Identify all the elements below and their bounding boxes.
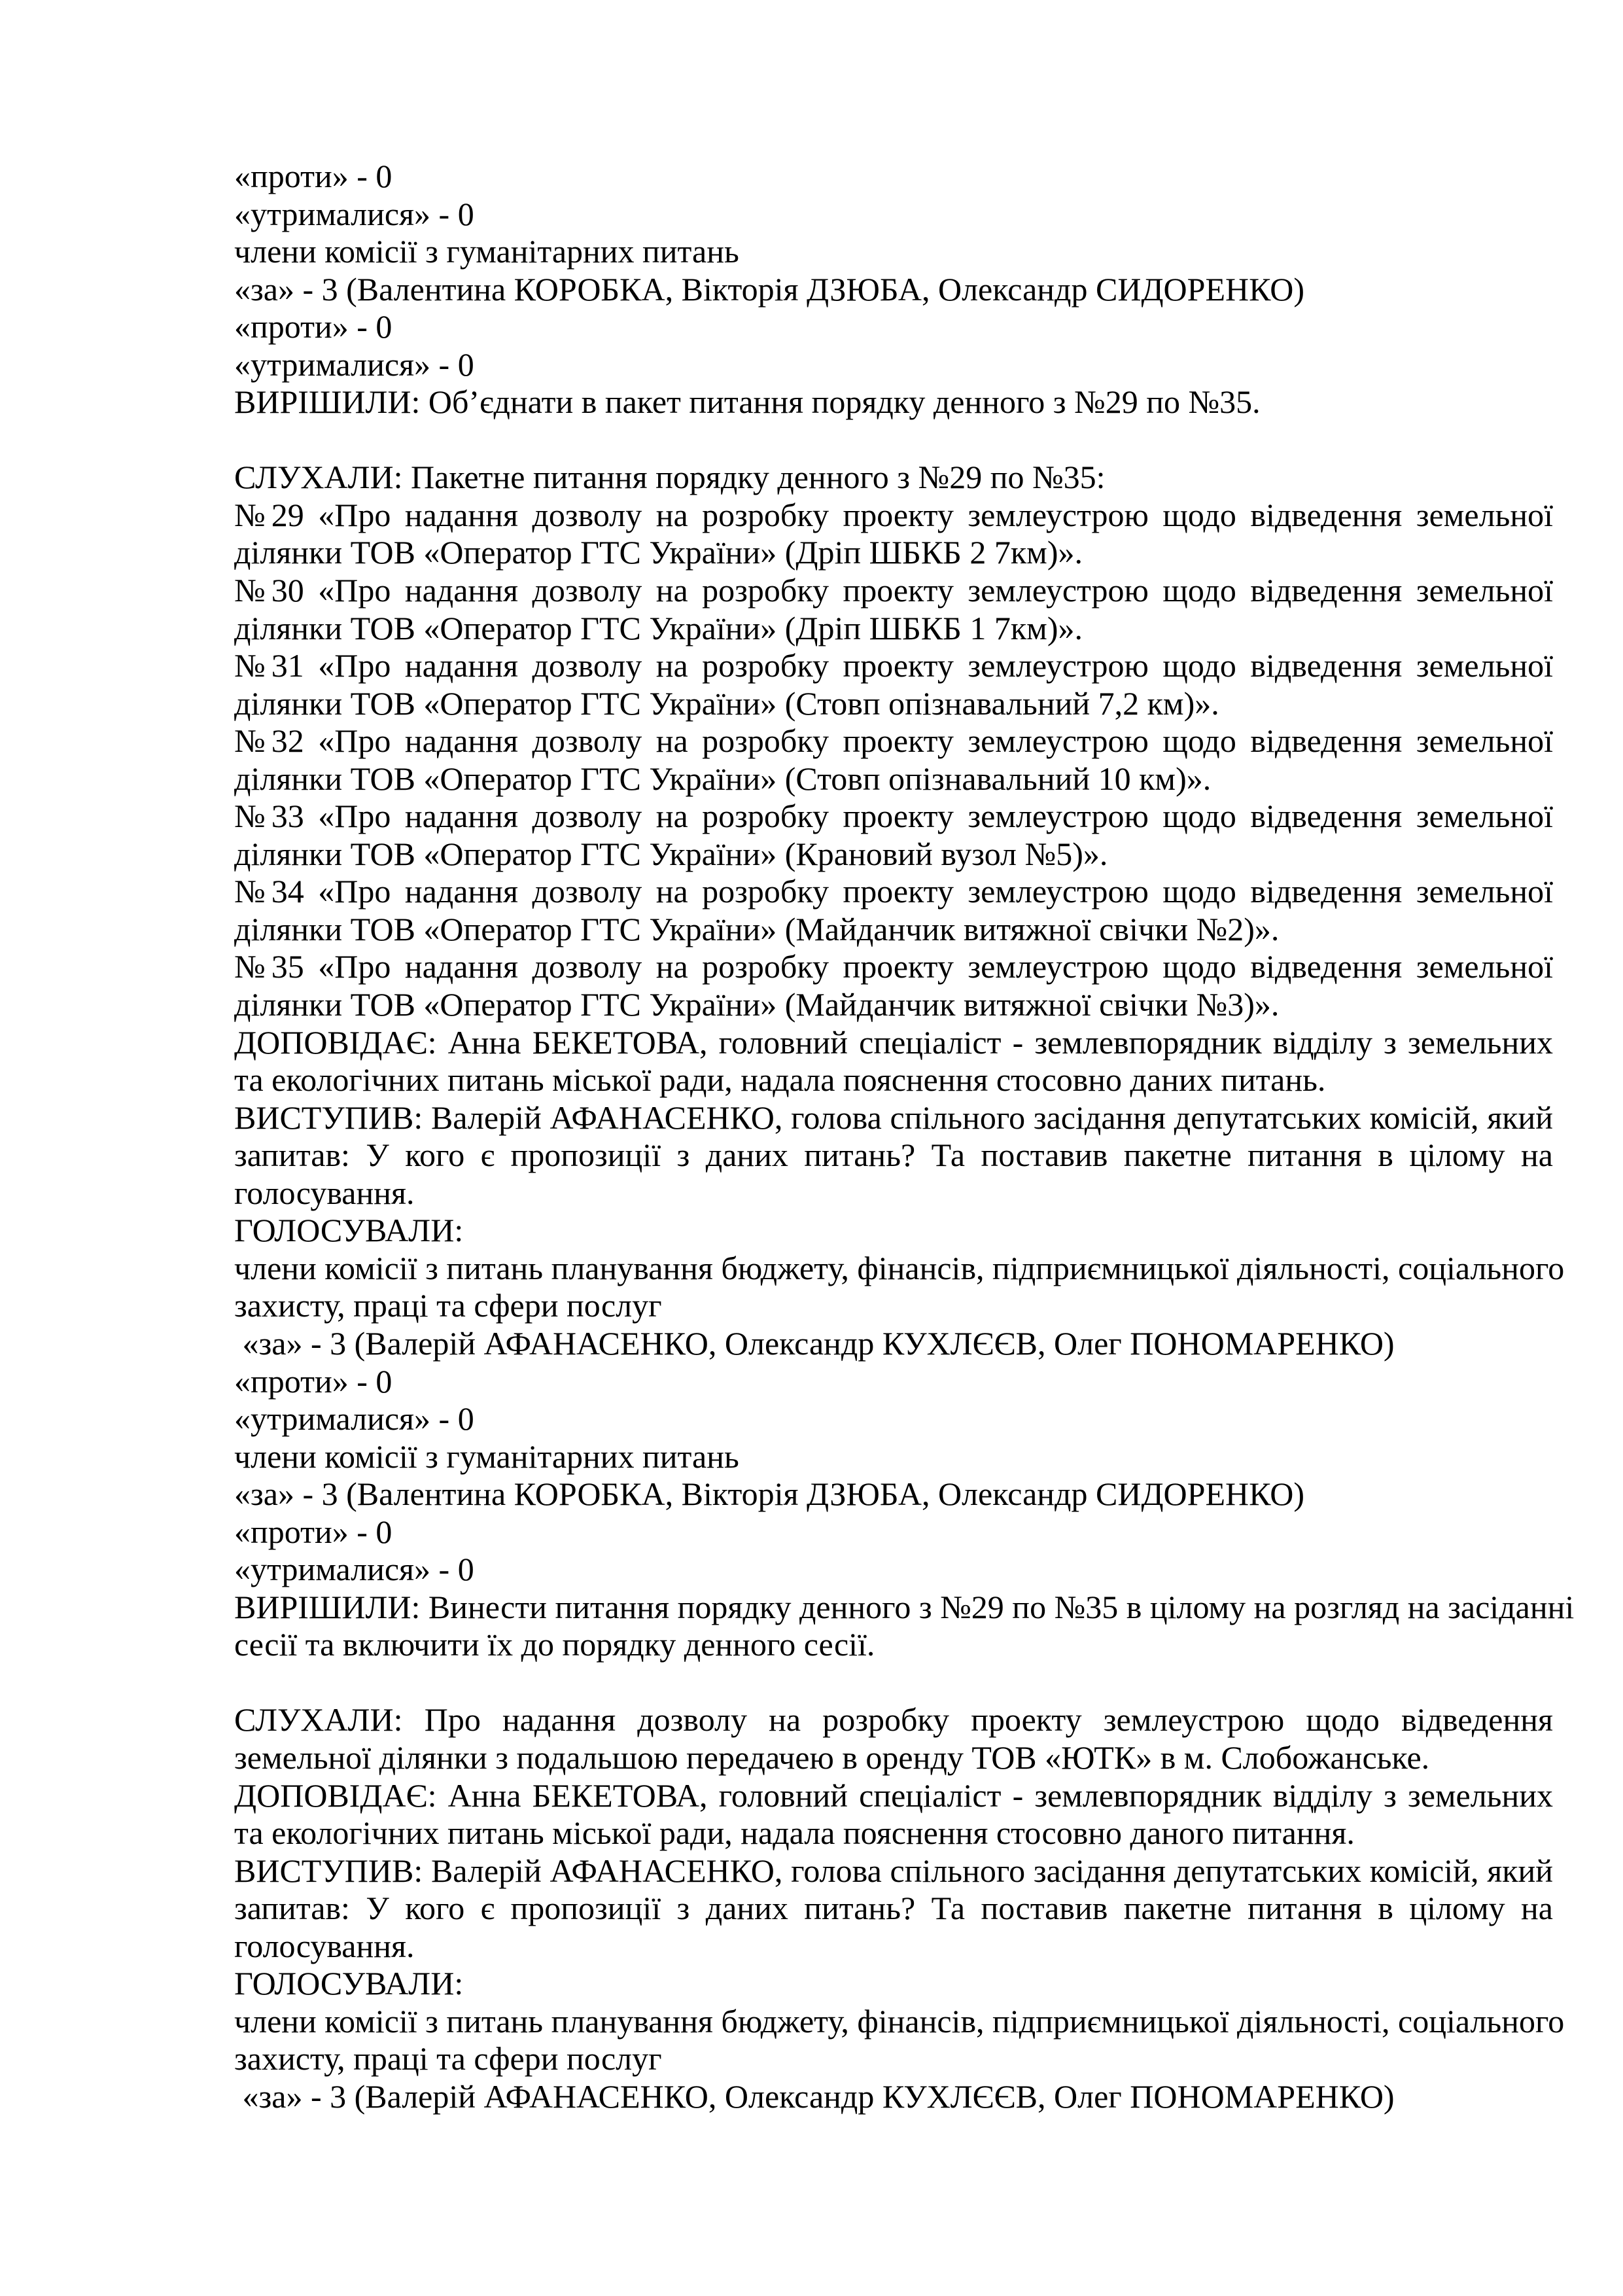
text-line: «проти» - 0 xyxy=(234,1362,393,1400)
blank-line xyxy=(234,1664,1553,1702)
text-line: ДОПОВІДАЄ: Анна БЕКЕТОВА, головний спеціаліст - землевпорядник відділу з земельних xyxy=(234,1023,1553,1061)
text-line: ділянки ТОВ «Оператор ГТС України» (Стовп опізнавальний 10 км)». xyxy=(234,760,1212,797)
text-line: СЛУХАЛИ: Пакетне питання порядку денного з №29 по №35: xyxy=(234,459,1106,496)
text-line: ділянки ТОВ «Оператор ГТС України» (Майданчик витяжної свічки №2)». xyxy=(234,910,1280,947)
text-line: голосування. xyxy=(234,1927,415,1964)
text-line: ГОЛОСУВАЛИ: xyxy=(234,1965,464,2002)
text-line: сесії та включити їх до порядку денного сесії. xyxy=(234,1626,875,1663)
text-line: ділянки ТОВ «Оператор ГТС України» (Дріп ШБКБ 1 7км)». xyxy=(234,609,1083,646)
text-line: «за» - 3 (Валерій АФАНАСЕНКО, Олександр КУХЛЄЄВ, Олег ПОНОМАРЕНКО) xyxy=(234,1324,1395,1362)
text-line: захисту, праці та сфери послуг xyxy=(234,2040,662,2077)
text-line: запитав: У кого є пропозиції з даних питань? Та поставив пакетне питання в цілому на xyxy=(234,1890,1553,1927)
blank-line xyxy=(234,421,1553,459)
text-line: «проти» - 0 xyxy=(234,158,393,194)
text-line: №35 «Про надання дозволу на розробку проекту землеустрою щодо відведення земельної xyxy=(234,948,1553,985)
document-page xyxy=(234,158,1575,2115)
text-line: запитав: У кого є пропозиції з даних питань? Та поставив пакетне питання в цілому на xyxy=(234,1137,1553,1174)
text-line: «за» - 3 (Валерій АФАНАСЕНКО, Олександр КУХЛЄЄВ, Олег ПОНОМАРЕНКО) xyxy=(234,2077,1395,2115)
text-line: «утрималися» - 0 xyxy=(234,195,474,232)
text-line: земельної ділянки з подальшою передачею в оренду ТОВ «ЮТК» в м. Слобожанське. xyxy=(234,1739,1430,1776)
text-line: та екологічних питань міської ради, надала пояснення стосовно даних питань. xyxy=(234,1061,1326,1099)
text-line: №34 «Про надання дозволу на розробку проекту землеустрою щодо відведення земельної xyxy=(234,873,1553,910)
text-line: голосування. xyxy=(234,1174,415,1211)
text-line: ВИРІШИЛИ: Винести питання порядку денного з №29 по №35 в цілому на розгляд на засіданні xyxy=(234,1588,1575,1625)
text-line: ділянки ТОВ «Оператор ГТС України» (Майданчик витяжної свічки №3)». xyxy=(234,986,1280,1023)
text-line: «проти» - 0 xyxy=(234,1513,393,1550)
text-line: ВИСТУПИВ: Валерій АФАНАСЕНКО, голова спільного засідання депутатських комісій, який xyxy=(234,1852,1553,1889)
text-line: «утрималися» - 0 xyxy=(234,1400,474,1438)
text-line: №29 «Про надання дозволу на розробку проекту землеустрою щодо відведення земельної xyxy=(234,496,1553,533)
text-line: «за» - 3 (Валентина КОРОБКА, Вікторія ДЗЮБА, Олександр СИДОРЕНКО) xyxy=(234,1475,1304,1513)
text-line: «проти» - 0 xyxy=(234,308,393,345)
text-line: ВИРІШИЛИ: Об’єднати в пакет питання порядку денного з №29 по №35. xyxy=(234,383,1261,421)
text-line: ділянки ТОВ «Оператор ГТС України» (Крановий вузол №5)». xyxy=(234,835,1108,872)
text-line: №31 «Про надання дозволу на розробку проекту землеустрою щодо відведення земельної xyxy=(234,647,1553,684)
text-line: члени комісії з гуманітарних питань xyxy=(234,1438,739,1475)
text-line: №30 «Про надання дозволу на розробку проекту землеустрою щодо відведення земельної xyxy=(234,572,1553,609)
text-line: та екологічних питань міської ради, надала пояснення стосовно даного питання. xyxy=(234,1814,1355,1852)
text-line: ділянки ТОВ «Оператор ГТС України» (Дріп ШБКБ 2 7км)». xyxy=(234,534,1083,571)
text-line: ВИСТУПИВ: Валерій АФАНАСЕНКО, голова спільного засідання депутатських комісій, який xyxy=(234,1099,1553,1136)
text-line: члени комісії з гуманітарних питань xyxy=(234,233,739,270)
text-line: «утрималися» - 0 xyxy=(234,1551,474,1588)
text-line: захисту, праці та сфери послуг xyxy=(234,1287,662,1324)
text-line: ДОПОВІДАЄ: Анна БЕКЕТОВА, головний спеціаліст - землевпорядник відділу з земельних xyxy=(234,1776,1553,1814)
text-line: №32 «Про надання дозволу на розробку проекту землеустрою щодо відведення земельної xyxy=(234,722,1553,760)
text-line: СЛУХАЛИ: Про надання дозволу на розробку проекту землеустрою щодо відведення xyxy=(234,1701,1553,1739)
text-line: №33 «Про надання дозволу на розробку проекту землеустрою щодо відведення земельної xyxy=(234,798,1553,835)
text-line: «утрималися» - 0 xyxy=(234,345,474,383)
text-line: «за» - 3 (Валентина КОРОБКА, Вікторія ДЗЮБА, Олександр СИДОРЕНКО) xyxy=(234,270,1304,308)
text-line: ГОЛОСУВАЛИ: xyxy=(234,1212,464,1249)
text-line: члени комісії з питань планування бюджету, фінансів, підприємницької діяльності, соціального xyxy=(234,2002,1565,2040)
text-line: члени комісії з питань планування бюджету, фінансів, підприємницької діяльності, соціального xyxy=(234,1249,1565,1286)
text-line: ділянки ТОВ «Оператор ГТС України» (Стовп опізнавальний 7,2 км)». xyxy=(234,684,1219,722)
